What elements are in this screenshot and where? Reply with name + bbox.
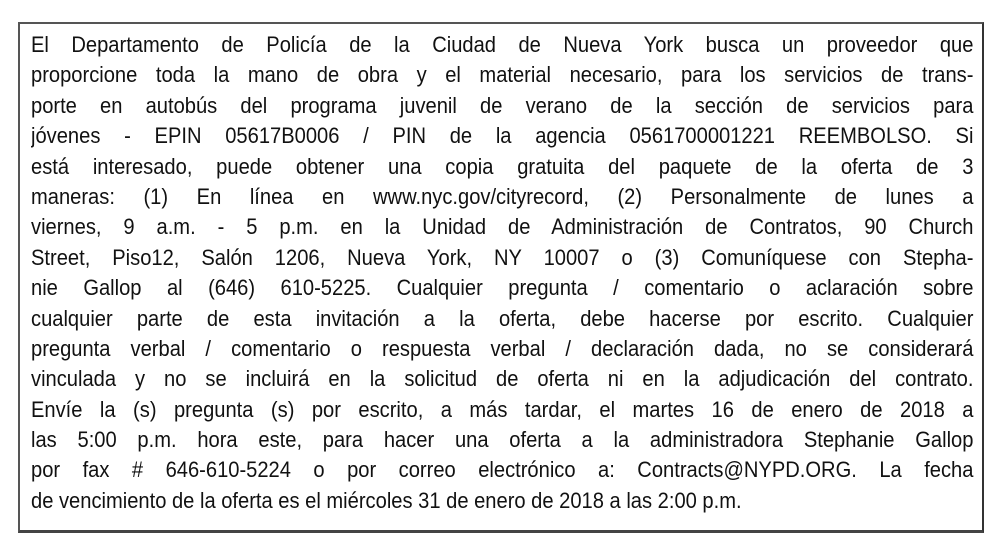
- text-line: El Departamento de Policía de la Ciudad de Nueva York busca un proveedor que: [31, 32, 974, 57]
- text-line: cualquier parte de esta invitación a la oferta, debe hacerse por escrito. Cualquier: [31, 305, 974, 331]
- text-line: de vencimiento de la oferta es el miércoles 31 de enero de 2018 a las 2:00 p.m.: [31, 487, 742, 513]
- notice-box: [18, 22, 984, 533]
- text-line: nie Gallop al (646) 610-5225. Cualquier pregunta / comentario o aclaración sobre: [31, 275, 974, 301]
- notice-text: [31, 30, 973, 516]
- text-line: está interesado, puede obtener una copia gratuita del paquete de la oferta de 3: [31, 153, 974, 179]
- text-line: porte en autobús del programa juvenil de verano de la sección de servicios para: [31, 92, 974, 118]
- text-line: por fax # 646-610-5224 o por correo electrónico a: Contracts@NYPD.ORG. La fecha: [31, 457, 974, 483]
- text-line: las 5:00 p.m. hora este, para hacer una oferta a la administradora Stephanie Gallop: [31, 427, 974, 453]
- text-line: pregunta verbal / comentario o respuesta verbal / declaración dada, no se considerará: [31, 335, 974, 361]
- text-line: viernes, 9 a.m. - 5 p.m. en la Unidad de Administración de Contratos, 90 Church: [31, 214, 974, 240]
- text-line: jóvenes - EPIN 05617B0006 / PIN de la agencia 0561700001221 REEMBOLSO. Si: [31, 123, 974, 149]
- text-line: proporcione toda la mano de obra y el material necesario, para los servicios de trans-: [31, 62, 974, 88]
- text-line: vinculada y no se incluirá en la solicitud de oferta ni en la adjudicación del contrato.: [31, 366, 974, 392]
- text-line: maneras: (1) En línea en www.nyc.gov/cityrecord, (2) Personalmente de lunes a: [31, 183, 974, 209]
- text-line: Street, Piso12, Salón 1206, Nueva York, NY 10007 o (3) Comuníquese con Stepha-: [31, 244, 974, 270]
- text-line: Envíe la (s) pregunta (s) por escrito, a más tardar, el martes 16 de enero de 2018 a: [31, 396, 974, 422]
